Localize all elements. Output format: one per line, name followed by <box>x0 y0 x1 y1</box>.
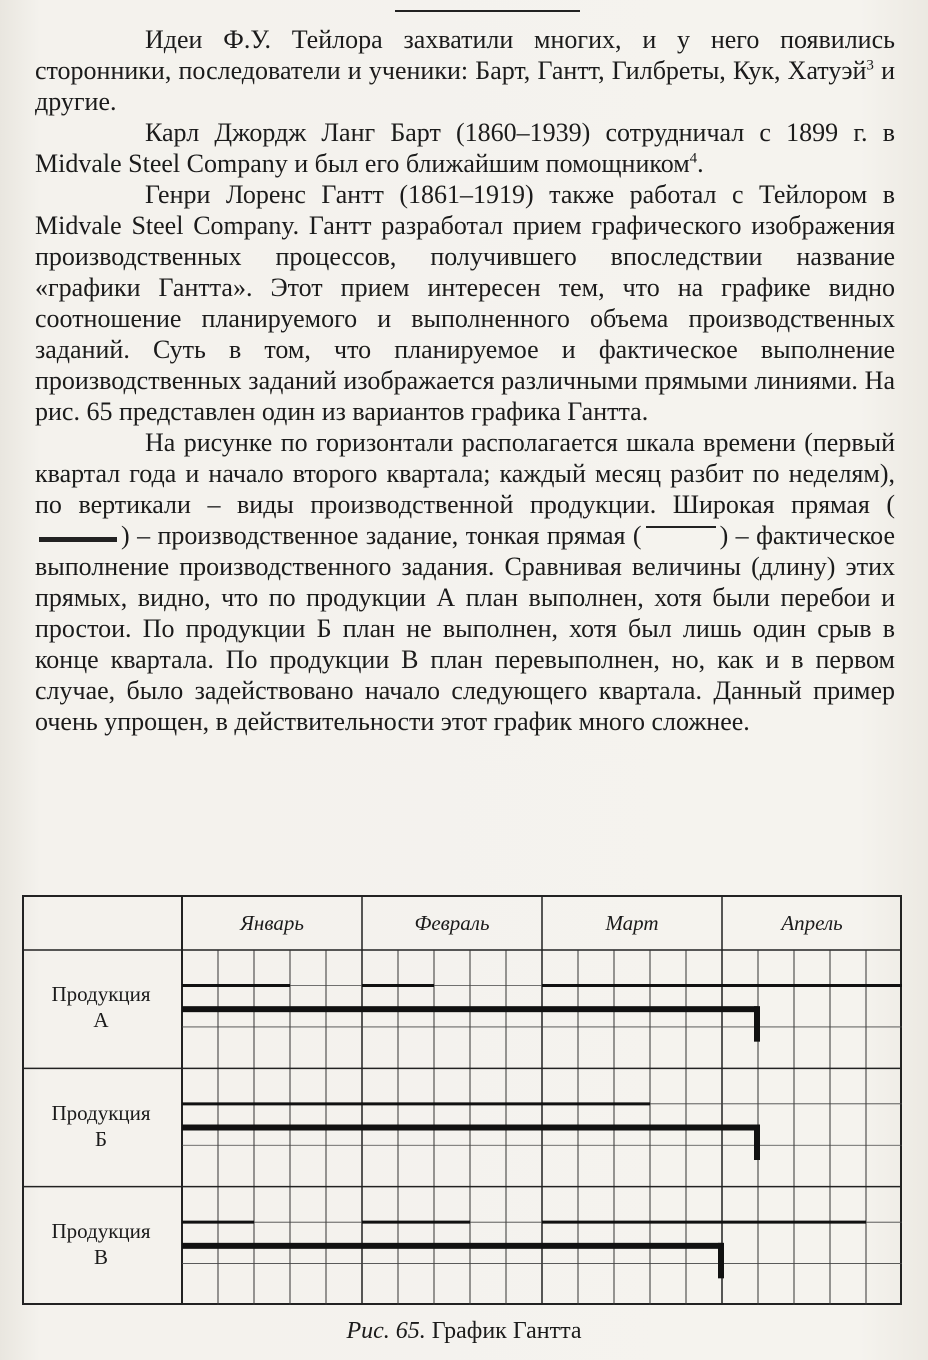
paragraph-4-text-b: ) – производственное задание, тонкая прямая ( <box>121 521 642 550</box>
paragraph-2-end: . <box>697 149 704 178</box>
plan-bar <box>182 1006 758 1012</box>
paragraph-2-text: Карл Джордж Ланг Барт (1860–1939) сотрудничал с 1899 г. в Midvale Steel Company и был его ближайшим помощником <box>35 118 895 178</box>
paragraph-1 <box>35 24 895 117</box>
month-label: Апрель <box>781 911 843 935</box>
footnote-ref-4: 4 <box>689 150 698 167</box>
plan-end-marker <box>754 1006 760 1041</box>
top-rule <box>395 10 580 12</box>
footnote-ref-3: 3 <box>866 57 874 74</box>
caption-title: График Гантта <box>425 1318 582 1344</box>
product-label-line2: В <box>93 1244 108 1269</box>
product-label-line2: Б <box>94 1126 108 1151</box>
product-label-line1: Продукция <box>51 1100 151 1125</box>
paragraph-2 <box>35 117 895 179</box>
month-label: Март <box>605 911 659 935</box>
plan-end-marker <box>718 1243 724 1279</box>
paragraph-4-text-a: На рисунке по горизонтали располагается шкала времени (первый квартал года и начало второго квартала; каждый месяц разбит по неделям), по вертикали – виды производственной продукции. Широкая прямая ( <box>35 428 895 519</box>
paragraph-3: Генри Лоренс Гантт (1861–1919) также работал с Тейлором в Midvale Steel Company. Гантт разработал прием графического изображения производственных процессов, получившего впоследствии название «графики Гантта». Этот прием интересен тем, что на графике видно соотношение планируемого и выполненного объема производственных заданий. Суть в том, что планируемое и фактическое выполнение производственных заданий изображается различными прямыми линиями. На рис. 65 представлен один из вариантов графика Гантта. <box>35 180 895 426</box>
paragraph-1-end: и другие. <box>35 56 895 116</box>
month-label: Февраль <box>414 911 490 935</box>
product-label-line2: А <box>93 1008 109 1033</box>
paragraph-4 <box>35 427 895 737</box>
product-label <box>26 1100 176 1152</box>
product-label <box>26 1218 176 1270</box>
wide-line-sample <box>39 537 117 542</box>
paragraph-1-text: Идеи Ф.У. Тейлора захватили многих, и у него появились сторонники, последователи и ученики: Барт, Гантт, Гилбреты, Кук, Хатуэй <box>35 25 895 85</box>
plan-bar <box>182 1243 722 1249</box>
thin-line-sample <box>646 526 716 528</box>
product-label-line1: Продукция <box>51 1218 151 1243</box>
gantt-chart <box>22 895 902 1305</box>
plan-bar <box>182 1125 758 1131</box>
body-text <box>35 24 895 737</box>
figure-caption <box>0 1318 928 1345</box>
product-label-line1: Продукция <box>51 982 151 1007</box>
plan-end-marker <box>754 1125 760 1161</box>
caption-prefix: Рис. 65. <box>346 1318 426 1344</box>
month-label: Январь <box>240 911 304 935</box>
product-label <box>26 981 176 1033</box>
paragraph-4-text-c: ) – фактическое выполнение производственного задания. Сравнивая величины (длину) этих прямых, видно, что по продукции А план выполнен, хотя были перебои и простои. По продукции Б план не выполнен, хотя был лишь один срыв в конце квартала. По продукции В план перевыполнен, но, как и в первом случае, было задействовано начало следующего квартала. Данный пример очень упрощен, в действительности этот график много сложнее. <box>35 521 895 736</box>
